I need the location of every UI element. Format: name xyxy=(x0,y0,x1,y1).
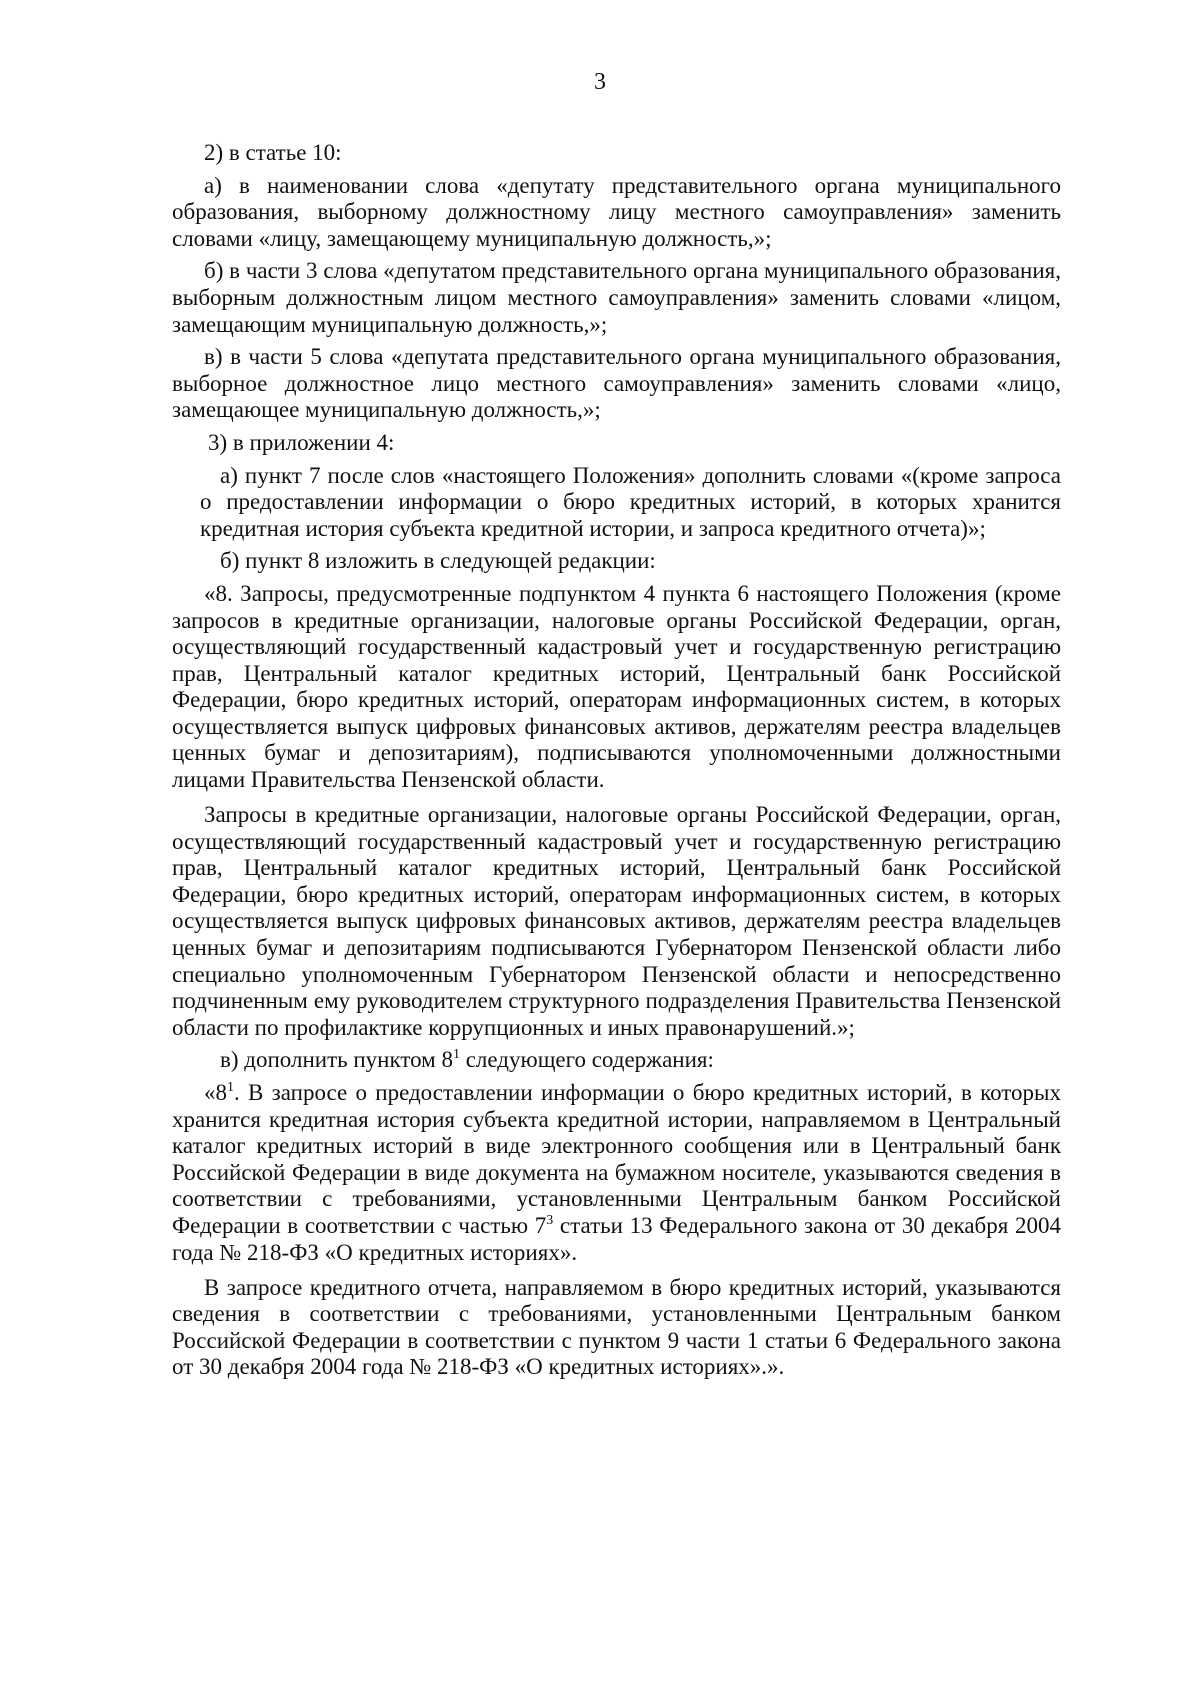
paragraph-requests: Запросы в кредитные организации, налоговые органы Российской Федерации, орган, осуществляющий государственный кадастровый учет и государственную регистрацию прав, Центральный каталог кредитных историй, Центральный банк Российской Федерации, бюро кредитных историй, операторам информационных систем, в которых осуществляется выпуск цифровых финансовых активов, держателям реестра владельцев ценных бумаг и депозитариям подписываются Губернатором Пензенской области либо специально уполномоченным Губернатором Пензенской области и непосредственно подчиненным ему руководителем структурного подразделения Правительства Пензенской области по профилактике коррупционных и иных правонарушений.»; xyxy=(172,802,1061,1040)
page-number: 3 xyxy=(594,69,606,95)
paragraph-article-10: 2) в статье 10: xyxy=(204,140,342,165)
paragraph-10-a: а) в наименовании слова «депутату представительного органа муниципального образования, выборному должностному лицу местного самоуправления» заменить словами «лицу, замещающему муниципальную должность,»; xyxy=(172,172,1061,251)
text-fragment: в) дополнить пунктом 8 xyxy=(220,1047,453,1073)
paragraph-appendix-4: 3) в приложении 4: xyxy=(208,429,395,455)
paragraph-appendix-b: б) пункт 8 изложить в следующей редакции: xyxy=(220,548,656,574)
paragraph-point-8-1 xyxy=(172,1080,1061,1266)
paragraph-appendix-v xyxy=(172,1047,1061,1074)
document-body xyxy=(172,140,1061,1389)
text-fragment: следующего содержания: xyxy=(459,1047,714,1073)
paragraph-appendix-a: а) пункт 7 после слов «настоящего Положения» дополнить словами «(кроме запроса о предоставлении информации о бюро кредитных историй, в которых хранится кредитная история субъекта кредитной истории, и запроса кредитного отчета)»; xyxy=(200,462,1061,541)
text-fragment: статьи 13 Федерального закона от 30 декабря 2004 года № 218-ФЗ «О кредитных историях». xyxy=(172,1212,1061,1265)
superscript: 1 xyxy=(227,1079,234,1095)
paragraph-10-b: б) в части 3 слова «депутатом представительного органа муниципального образования, выборным должностным лицом местного самоуправления» заменить словами «лицом, замещающим муниципальную должность,»; xyxy=(172,258,1061,337)
text-fragment: «8 xyxy=(204,1079,227,1105)
paragraph-point-8: «8. Запросы, предусмотренные подпунктом 4 пункта 6 настоящего Положения (кроме запросов в кредитные организации, налоговые органы Российской Федерации, орган, осуществляющий государственный кадастровый учет и государственную регистрацию прав, Центральный каталог кредитных историй, Центральный банк Российской Федерации, бюро кредитных историй, операторам информационных систем, в которых осуществляется выпуск цифровых финансовых активов, держателям реестра владельцев ценных бумаг и депозитариям), подписываются уполномоченными должностными лицами Правительства Пензенской области. xyxy=(172,580,1061,793)
superscript: 1 xyxy=(452,1047,460,1063)
paragraph-10-v: в) в части 5 слова «депутата представительного органа муниципального образования, выборное должностное лицо местного самоуправления» заменить словами «лицо, замещающее муниципальную должность,»; xyxy=(172,344,1061,423)
paragraph-credit-report: В запросе кредитного отчета, направляемом в бюро кредитных историй, указываются сведения в соответствии с требованиями, установленными Центральным банком Российской Федерации в соответствии с пунктом 9 части 1 статьи 6 Федерального закона от 30 декабря 2004 года № 218-ФЗ «О кредитных историях».». xyxy=(172,1274,1061,1380)
superscript: 3 xyxy=(546,1212,554,1228)
text-fragment: . В запросе о предоставлении информации о бюро кредитных историй, в которых хранится кредитная история субъекта кредитной истории, направляемом в Центральный каталог кредитных историй в виде электронного сообщения или в Центральный банк Российской Федерации в виде документа на бумажном носителе, указываются сведения в соответствии с требованиями, установленными Центральным банком Российской Федерации в соответствии с частью 7 xyxy=(172,1079,1061,1238)
